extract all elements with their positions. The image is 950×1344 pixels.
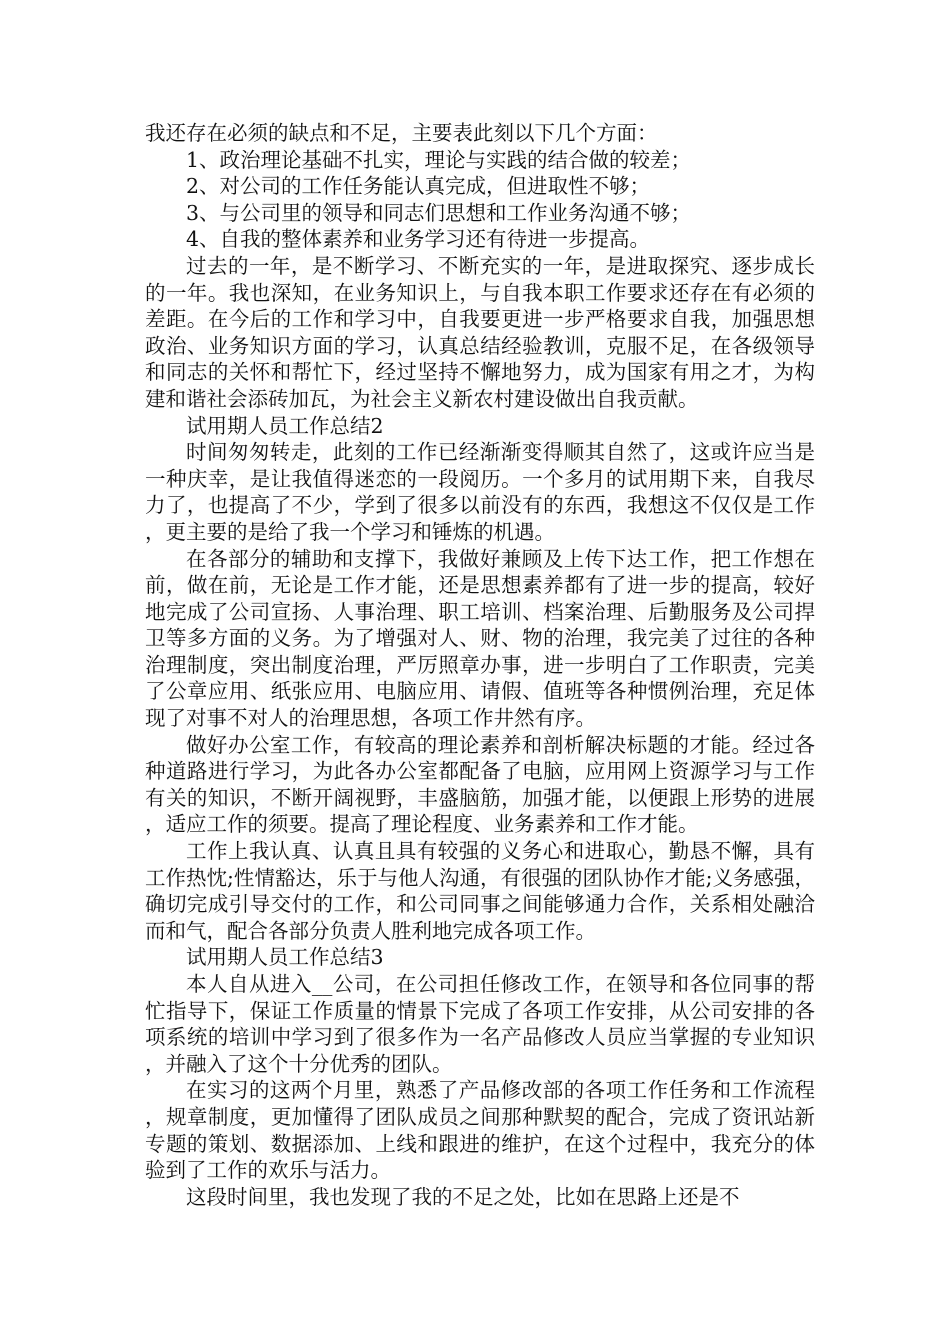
paragraph-5: 4、自我的整体素养和业务学习还有待进一步提高。	[186, 227, 651, 252]
paragraph-2: 1、政治理论基础不扎实，理论与实践的结合做的较差；	[186, 147, 692, 172]
paragraph-11: 工作上我认真、认真且具有较强的义务心和进取心，勤恳不懈，具有工作热忱;性情豁达，乐于与他人沟通，有很强的团队协作才能;义务感强，确切完成引导交付的工作，和公司同事之间能够通力合作，关系相处融洽而和气，配合各部分负责人胜利地完成各项工作。	[145, 839, 815, 943]
paragraph-4: 3、与公司里的领导和同志们思想和工作业务沟通不够；	[186, 200, 692, 225]
paragraph-10: 做好办公室工作，有较高的理论素养和剖析解决标题的才能。经过各种道路进行学习，为此各办公室都配备了电脑，应用网上资源学习与工作有关的知识，不断开阔视野，丰盛脑筋，加强才能，以便跟上形势的进展，适应工作的须要。提高了理论程度、业务素养和工作才能。	[145, 732, 815, 837]
paragraph-9: 在各部分的辅助和支撑下，我做好兼顾及上传下达工作，把工作想在前，做在前，无论是工作才能，还是思想素养都有了进一步的提高，较好地完成了公司宣扬、人事治理、职工培训、档案治理、后勤服务及公司捍卫等多方面的义务。为了增强对人、财、物的治理，我完美了过往的各种治理制度，突出制度治理，严厉照章办事，进一步明白了工作职责，完美了公章应用、纸张应用、电脑应用、请假、值班等各种惯例治理，充足体现了对事不对人的治理思想，各项工作井然有序。	[145, 546, 815, 731]
section-heading-3: 试用期人员工作总结3	[186, 945, 384, 970]
paragraph-8: 时间匆匆转走，此刻的工作已经渐渐变得顺其自然了，这或许应当是一种庆幸，是让我值得迷恋的一段阅历。一个多月的试用期下来，自我尽力了，也提高了不少，学到了很多以前没有的东西，我想这不仅仅是工作，更主要的是给了我一个学习和锤炼的机遇。	[145, 440, 815, 544]
paragraph-1: 我还存在必须的缺点和不足，主要表此刻以下几个方面：	[145, 121, 658, 145]
document-page	[145, 120, 815, 1210]
paragraph-14: 在实习的这两个月里，熟悉了产品修改部的各项工作任务和工作流程，规章制度，更加懂得了团队成员之间那种默契的配合，完成了资讯站新专题的策划、数据添加、上线和跟进的维护，在这个过程中，我充分的体验到了工作的欢乐与活力。	[145, 1078, 815, 1183]
paragraph-15: 这段时间里，我也发现了我的不足之处，比如在思路上还是不	[186, 1184, 740, 1209]
paragraph-3: 2、对公司的工作任务能认真完成，但进取性不够；	[186, 174, 651, 199]
paragraph-6: 过去的一年，是不断学习、不断充实的一年，是进取探究、逐步成长的一年。我也深知，在业务知识上，与自我本职工作要求还存在有必须的差距。在今后的工作和学习中，自我要更进一步严格要求自我，加强思想政治、业务知识方面的学习，认真总结经验教训，克服不足，在各级领导和同志的关怀和帮忙下，经过坚持不懈地努力，成为国家有用之才，为构建和谐社会添砖加瓦，为社会主义新农村建设做出自我贡献。	[145, 253, 815, 411]
paragraph-13: 本人自从进入__公司，在公司担任修改工作，在领导和各位同事的帮忙指导下，保证工作质量的情景下完成了各项工作安排，从公司安排的各项系统的培训中学习到了很多作为一名产品修改人员应当掌握的专业知识，并融入了这个十分优秀的团队。	[145, 972, 815, 1076]
section-heading-2: 试用期人员工作总结2	[186, 413, 384, 438]
